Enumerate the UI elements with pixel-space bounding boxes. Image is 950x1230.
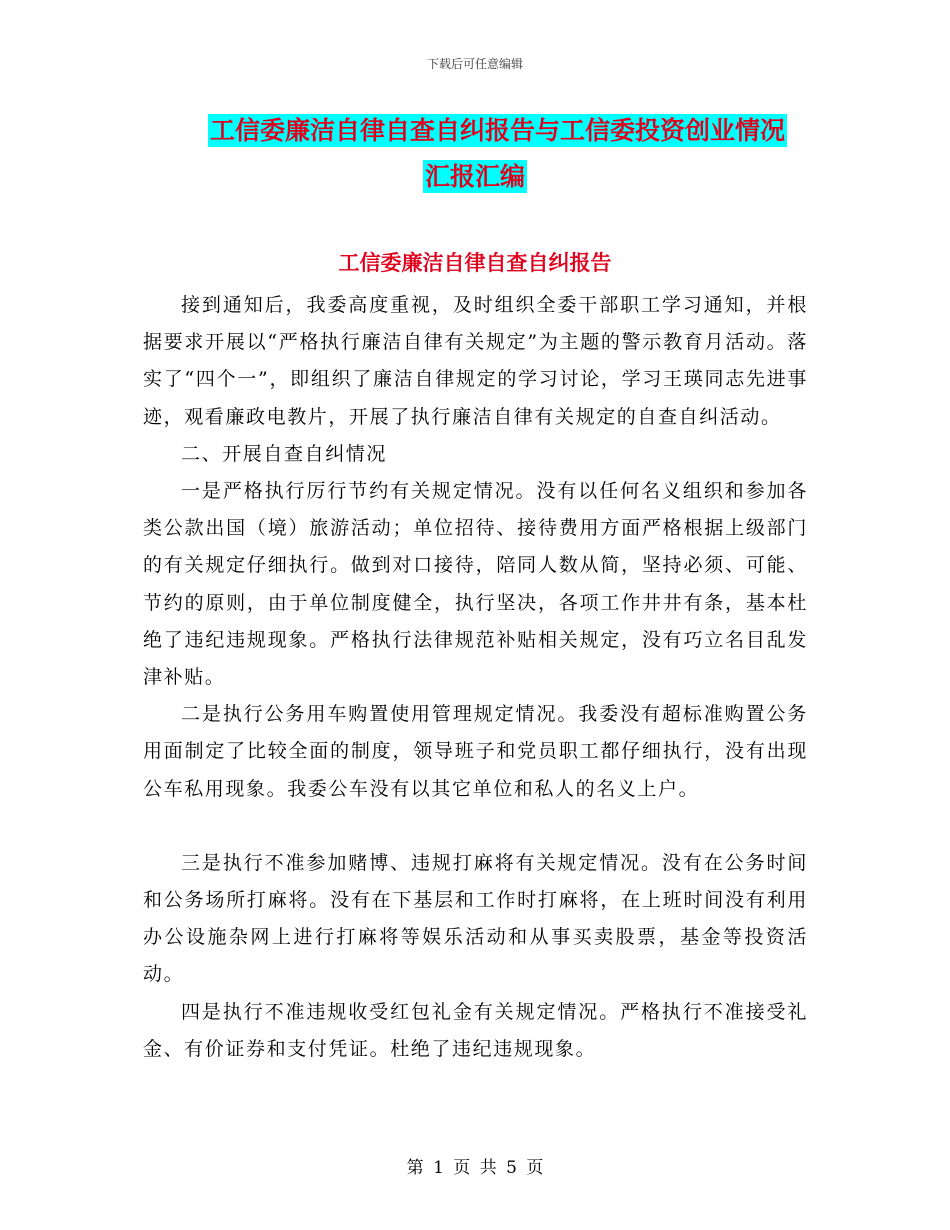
document-body	[143, 287, 808, 1068]
main-title-line-1-text: 工信委廉洁自律自查自纠报告与工信委投资创业情况	[209, 116, 785, 145]
document-main-title	[0, 108, 950, 200]
main-title-line-1	[0, 108, 950, 154]
main-title-line-2-text: 汇报汇编	[424, 162, 525, 191]
paragraph-intro: 接到通知后，我委高度重视，及时组织全委干部职工学习通知，并根据要求开展以“严格执行廉洁自律有关规定”为主题的警示教育月活动。落实了“四个一”，即组织了廉洁自律规定的学习讨论，学习王瑛同志先进事迹，观看廉政电教片，开展了执行廉洁自律有关规定的自查自纠活动。	[143, 294, 808, 428]
paragraph-item-4: 四是执行不准违规收受红包礼金有关规定情况。严格执行不准接受礼金、有价证券和支付凭证。杜绝了违纪违规现象。	[143, 1000, 808, 1060]
paragraph-item-2: 二是执行公务用车购置使用管理规定情况。我委没有超标准购置公务用面制定了比较全面的制度，领导班子和党员职工都仔细执行，没有出现公车私用现象。我委公车没有以其它单位和私人的名义上户。	[143, 703, 808, 800]
main-title-line-2	[0, 154, 950, 200]
paragraph-item-3: 三是执行不准参加赌博、违规打麻将有关规定情况。没有在公务时间和公务场所打麻将。没有在下基层和工作时打麻将，在上班时间没有利用办公设施杂网上进行打麻将等娱乐活动和从事买卖股票，基金等投资活动。	[143, 851, 808, 986]
section-title: 工信委廉洁自律自查自纠报告	[338, 251, 612, 275]
page-footer: 第 1 页 共 5 页	[406, 1158, 544, 1178]
paragraph-item-1: 一是严格执行厉行节约有关规定情况。没有以任何名义组织和参加各类公款出国（境）旅游活动；单位招待、接待费用方面严格根据上级部门的有关规定仔细执行。做到对口接待，陪同人数从简，坚持必须、可能、节约的原则，由于单位制度健全，执行坚决，各项工作井井有条，基本杜绝了违纪违规现象。严格执行法律规范补贴相关规定，没有巧立名目乱发津补贴。	[143, 480, 808, 689]
paragraph-heading-2: 二、开展自查自纠情况	[181, 442, 388, 465]
header-note: 下载后可任意编辑	[426, 57, 523, 71]
